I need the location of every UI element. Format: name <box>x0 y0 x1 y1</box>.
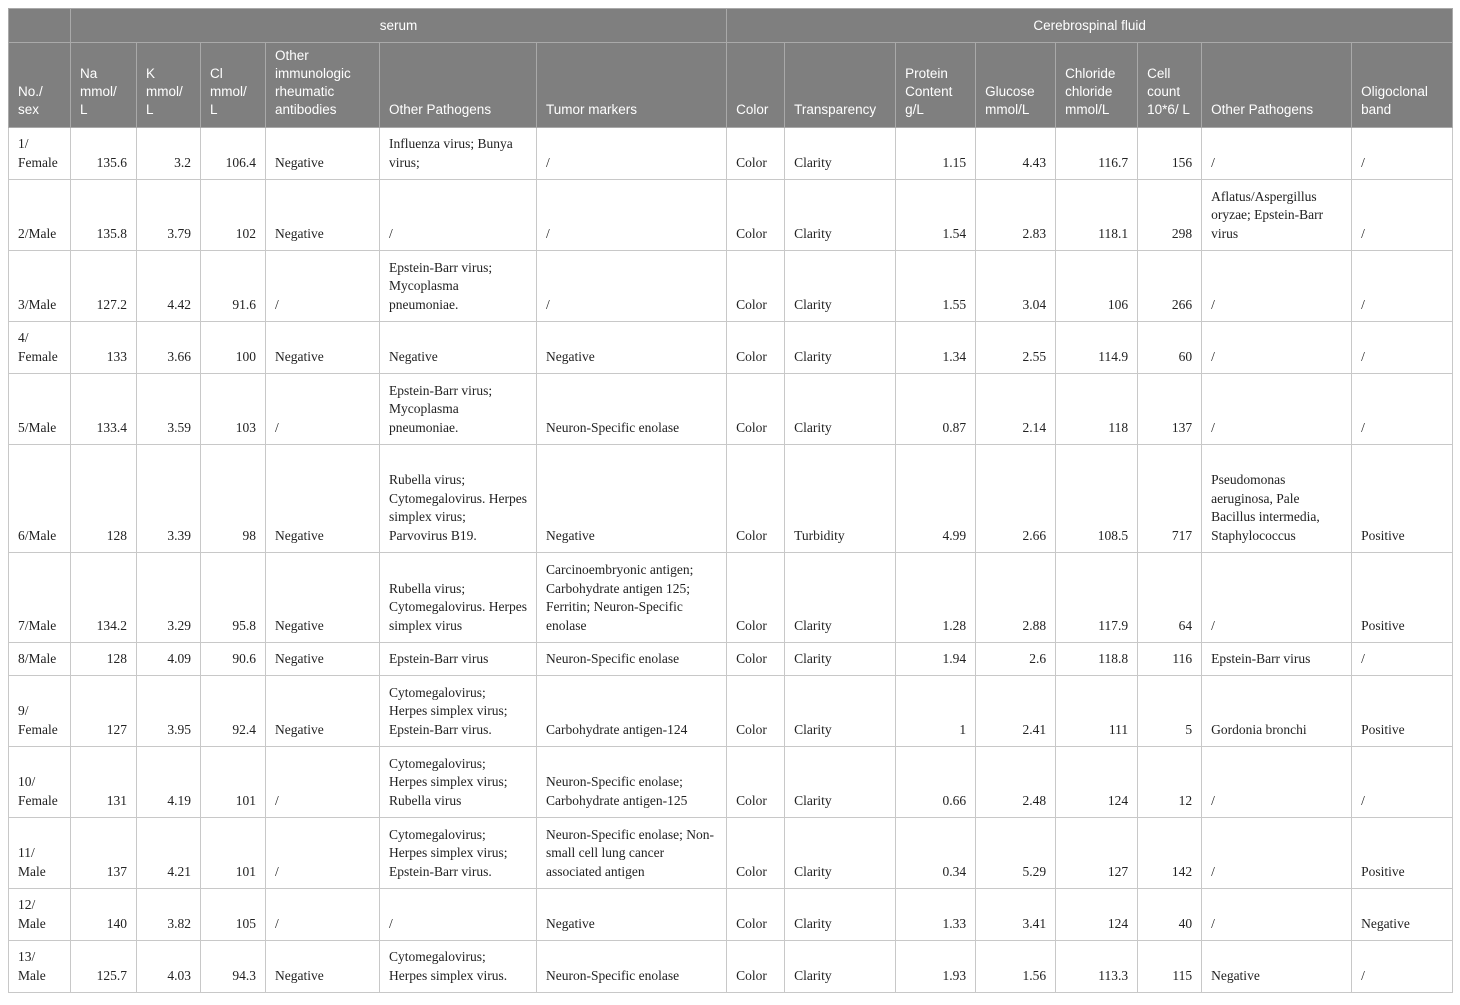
column-header-cell-count: Cell count 10*6/ L <box>1138 43 1202 128</box>
cell-glucose: 2.6 <box>976 643 1056 676</box>
cell-protein: 0.66 <box>896 747 976 818</box>
cell-serum-pathogens: Epstein-Barr virus; Mycoplasma pneumoniae. <box>380 251 537 322</box>
cell-transparency: Clarity <box>785 553 896 643</box>
cell-chloride: 124 <box>1056 747 1138 818</box>
cell-cell-count: 115 <box>1138 941 1202 993</box>
cell-color: Color <box>727 889 785 941</box>
cell-no-sex: 13/ Male <box>9 941 71 993</box>
cell-rheum: Negative <box>266 180 380 251</box>
cell-no-sex: 6/Male <box>9 445 71 553</box>
cell-cl: 98 <box>201 445 266 553</box>
cell-oligoclonal: / <box>1352 643 1453 676</box>
cell-cell-count: 717 <box>1138 445 1202 553</box>
cell-cl: 103 <box>201 374 266 445</box>
table-row <box>9 643 1453 676</box>
cell-glucose: 2.48 <box>976 747 1056 818</box>
cell-protein: 1.94 <box>896 643 976 676</box>
cell-transparency: Clarity <box>785 747 896 818</box>
cell-color: Color <box>727 818 785 889</box>
cell-chloride: 114.9 <box>1056 322 1138 374</box>
column-header-serum-pathogens: Other Pathogens <box>380 43 537 128</box>
cell-serum-pathogens: Rubella virus; Cytomegalovirus. Herpes simplex virus <box>380 553 537 643</box>
cell-transparency: Clarity <box>785 818 896 889</box>
cell-protein: 1.54 <box>896 180 976 251</box>
cell-rheum: Negative <box>266 941 380 993</box>
cell-serum-pathogens: / <box>380 180 537 251</box>
cell-cl: 91.6 <box>201 251 266 322</box>
table-row <box>9 180 1453 251</box>
column-header-tumor: Tumor markers <box>537 43 727 128</box>
table-row <box>9 889 1453 941</box>
cell-transparency: Clarity <box>785 643 896 676</box>
cell-glucose: 2.55 <box>976 322 1056 374</box>
cell-rheum: / <box>266 251 380 322</box>
cell-k: 4.19 <box>137 747 201 818</box>
cell-oligoclonal: / <box>1352 747 1453 818</box>
cell-transparency: Clarity <box>785 251 896 322</box>
cell-rheum: Negative <box>266 322 380 374</box>
cell-na: 135.8 <box>71 180 137 251</box>
cell-rheum: Negative <box>266 676 380 747</box>
cell-tumor: Negative <box>537 889 727 941</box>
cell-cl: 90.6 <box>201 643 266 676</box>
table-row <box>9 445 1453 553</box>
cell-csf-pathogens: / <box>1202 374 1352 445</box>
cell-protein: 1 <box>896 676 976 747</box>
table-row <box>9 128 1453 180</box>
cell-transparency: Clarity <box>785 180 896 251</box>
cell-csf-pathogens: / <box>1202 553 1352 643</box>
cell-protein: 1.15 <box>896 128 976 180</box>
cell-glucose: 5.29 <box>976 818 1056 889</box>
data-table-container <box>8 8 1452 993</box>
cell-chloride: 117.9 <box>1056 553 1138 643</box>
cell-tumor: Neuron-Specific enolase <box>537 643 727 676</box>
cell-cl: 101 <box>201 747 266 818</box>
cell-k: 3.82 <box>137 889 201 941</box>
cell-rheum: Negative <box>266 643 380 676</box>
cell-oligoclonal: Positive <box>1352 553 1453 643</box>
cell-tumor: Carcinoembryonic antigen; Carbohydrate antigen 125; Ferritin; Neuron-Specific enolase <box>537 553 727 643</box>
cell-chloride: 106 <box>1056 251 1138 322</box>
cell-no-sex: 3/Male <box>9 251 71 322</box>
cell-serum-pathogens: / <box>380 889 537 941</box>
cell-transparency: Clarity <box>785 128 896 180</box>
cell-oligoclonal: / <box>1352 941 1453 993</box>
cell-rheum: / <box>266 747 380 818</box>
cell-csf-pathogens: Epstein-Barr virus <box>1202 643 1352 676</box>
cell-no-sex: 8/Male <box>9 643 71 676</box>
cell-glucose: 4.43 <box>976 128 1056 180</box>
cell-no-sex: 12/ Male <box>9 889 71 941</box>
cell-csf-pathogens: / <box>1202 322 1352 374</box>
group-header-serum: serum <box>71 9 727 43</box>
cell-na: 127.2 <box>71 251 137 322</box>
cell-glucose: 1.56 <box>976 941 1056 993</box>
cell-chloride: 113.3 <box>1056 941 1138 993</box>
table-row <box>9 322 1453 374</box>
cell-na: 134.2 <box>71 553 137 643</box>
cell-cell-count: 298 <box>1138 180 1202 251</box>
table-row <box>9 818 1453 889</box>
cell-serum-pathogens: Cytomegalovirus; Herpes simplex virus; Epstein-Barr virus. <box>380 676 537 747</box>
cell-transparency: Clarity <box>785 322 896 374</box>
cell-csf-pathogens: Aflatus/Aspergillus oryzae; Epstein-Barr virus <box>1202 180 1352 251</box>
cell-rheum: / <box>266 374 380 445</box>
cell-chloride: 127 <box>1056 818 1138 889</box>
cell-color: Color <box>727 374 785 445</box>
cell-cell-count: 266 <box>1138 251 1202 322</box>
cell-cell-count: 60 <box>1138 322 1202 374</box>
cell-cl: 102 <box>201 180 266 251</box>
cell-oligoclonal: / <box>1352 374 1453 445</box>
table-row <box>9 941 1453 993</box>
cell-cl: 94.3 <box>201 941 266 993</box>
cell-tumor: Neuron-Specific enolase <box>537 941 727 993</box>
cell-na: 131 <box>71 747 137 818</box>
cell-glucose: 3.41 <box>976 889 1056 941</box>
cell-cell-count: 116 <box>1138 643 1202 676</box>
column-header-transparency: Transparency <box>785 43 896 128</box>
cell-no-sex: 10/ Female <box>9 747 71 818</box>
cell-serum-pathogens: Cytomegalovirus; Herpes simplex virus. <box>380 941 537 993</box>
cell-oligoclonal: Positive <box>1352 445 1453 553</box>
cell-cl: 105 <box>201 889 266 941</box>
column-header-oligoclonal: Oligoclonal band <box>1352 43 1453 128</box>
cell-glucose: 2.41 <box>976 676 1056 747</box>
cell-tumor: / <box>537 251 727 322</box>
cell-cell-count: 142 <box>1138 818 1202 889</box>
cell-protein: 1.28 <box>896 553 976 643</box>
cell-chloride: 118.8 <box>1056 643 1138 676</box>
cell-cell-count: 64 <box>1138 553 1202 643</box>
column-header-k: K mmol/ L <box>137 43 201 128</box>
cell-transparency: Clarity <box>785 941 896 993</box>
cell-serum-pathogens: Epstein-Barr virus; Mycoplasma pneumoniae. <box>380 374 537 445</box>
cell-csf-pathogens: Gordonia bronchi <box>1202 676 1352 747</box>
column-header-rheum: Other immunologic rheumatic antibodies <box>266 43 380 128</box>
column-header-protein: Protein Content g/L <box>896 43 976 128</box>
cell-color: Color <box>727 180 785 251</box>
cell-serum-pathogens: Influenza virus; Bunya virus; <box>380 128 537 180</box>
cell-cl: 92.4 <box>201 676 266 747</box>
cell-transparency: Turbidity <box>785 445 896 553</box>
cell-na: 128 <box>71 445 137 553</box>
cell-k: 3.2 <box>137 128 201 180</box>
cell-cell-count: 40 <box>1138 889 1202 941</box>
cell-rheum: Negative <box>266 445 380 553</box>
cell-glucose: 2.83 <box>976 180 1056 251</box>
cell-color: Color <box>727 322 785 374</box>
cell-color: Color <box>727 643 785 676</box>
cell-k: 3.66 <box>137 322 201 374</box>
cell-na: 125.7 <box>71 941 137 993</box>
table-row <box>9 553 1453 643</box>
cell-tumor: Negative <box>537 322 727 374</box>
cell-cell-count: 5 <box>1138 676 1202 747</box>
cell-na: 133.4 <box>71 374 137 445</box>
cell-transparency: Clarity <box>785 676 896 747</box>
cell-rheum: Negative <box>266 128 380 180</box>
cell-no-sex: 2/Male <box>9 180 71 251</box>
cell-rheum: Negative <box>266 553 380 643</box>
table-row <box>9 676 1453 747</box>
cell-na: 137 <box>71 818 137 889</box>
cell-csf-pathogens: / <box>1202 251 1352 322</box>
column-header-glucose: Glucose mmol/L <box>976 43 1056 128</box>
cell-serum-pathogens: Negative <box>380 322 537 374</box>
cell-oligoclonal: / <box>1352 251 1453 322</box>
cell-glucose: 3.04 <box>976 251 1056 322</box>
cell-protein: 4.99 <box>896 445 976 553</box>
clinical-data-table <box>8 8 1453 993</box>
group-header-blank <box>9 9 71 43</box>
cell-color: Color <box>727 747 785 818</box>
cell-glucose: 2.66 <box>976 445 1056 553</box>
cell-k: 4.21 <box>137 818 201 889</box>
cell-k: 3.79 <box>137 180 201 251</box>
cell-oligoclonal: Positive <box>1352 818 1453 889</box>
cell-tumor: Neuron-Specific enolase; Non-small cell lung cancer associated antigen <box>537 818 727 889</box>
cell-k: 3.59 <box>137 374 201 445</box>
cell-transparency: Clarity <box>785 374 896 445</box>
cell-tumor: / <box>537 128 727 180</box>
cell-color: Color <box>727 128 785 180</box>
cell-tumor: Negative <box>537 445 727 553</box>
cell-tumor: Neuron-Specific enolase; Carbohydrate antigen-125 <box>537 747 727 818</box>
cell-cl: 95.8 <box>201 553 266 643</box>
cell-oligoclonal: / <box>1352 128 1453 180</box>
cell-tumor: / <box>537 180 727 251</box>
cell-chloride: 124 <box>1056 889 1138 941</box>
cell-protein: 1.34 <box>896 322 976 374</box>
cell-cl: 100 <box>201 322 266 374</box>
cell-csf-pathogens: / <box>1202 128 1352 180</box>
cell-tumor: Carbohydrate antigen-124 <box>537 676 727 747</box>
cell-na: 135.6 <box>71 128 137 180</box>
cell-cl: 101 <box>201 818 266 889</box>
cell-glucose: 2.88 <box>976 553 1056 643</box>
column-header-row <box>9 43 1453 128</box>
table-row <box>9 374 1453 445</box>
cell-glucose: 2.14 <box>976 374 1056 445</box>
cell-chloride: 108.5 <box>1056 445 1138 553</box>
cell-cell-count: 137 <box>1138 374 1202 445</box>
cell-protein: 1.55 <box>896 251 976 322</box>
cell-no-sex: 1/ Female <box>9 128 71 180</box>
cell-k: 4.03 <box>137 941 201 993</box>
cell-cell-count: 12 <box>1138 747 1202 818</box>
cell-serum-pathogens: Epstein-Barr virus <box>380 643 537 676</box>
cell-chloride: 118 <box>1056 374 1138 445</box>
cell-oligoclonal: Positive <box>1352 676 1453 747</box>
group-header-row <box>9 9 1453 43</box>
cell-csf-pathogens: Negative <box>1202 941 1352 993</box>
cell-k: 4.42 <box>137 251 201 322</box>
cell-csf-pathogens: Pseudomonas aeruginosa, Pale Bacillus intermedia, Staphylococcus <box>1202 445 1352 553</box>
cell-no-sex: 9/ Female <box>9 676 71 747</box>
cell-color: Color <box>727 676 785 747</box>
group-header-csf: Cerebrospinal fluid <box>727 9 1453 43</box>
cell-na: 140 <box>71 889 137 941</box>
cell-k: 3.95 <box>137 676 201 747</box>
column-header-cl: Cl mmol/ L <box>201 43 266 128</box>
cell-k: 4.09 <box>137 643 201 676</box>
cell-na: 133 <box>71 322 137 374</box>
cell-no-sex: 11/ Male <box>9 818 71 889</box>
cell-rheum: / <box>266 818 380 889</box>
cell-cl: 106.4 <box>201 128 266 180</box>
table-row <box>9 747 1453 818</box>
column-header-no-sex: No./ sex <box>9 43 71 128</box>
cell-rheum: / <box>266 889 380 941</box>
cell-no-sex: 7/Male <box>9 553 71 643</box>
cell-oligoclonal: Negative <box>1352 889 1453 941</box>
cell-serum-pathogens: Cytomegalovirus; Herpes simplex virus; Rubella virus <box>380 747 537 818</box>
cell-serum-pathogens: Cytomegalovirus; Herpes simplex virus; Epstein-Barr virus. <box>380 818 537 889</box>
cell-csf-pathogens: / <box>1202 889 1352 941</box>
cell-na: 128 <box>71 643 137 676</box>
cell-chloride: 111 <box>1056 676 1138 747</box>
cell-protein: 0.34 <box>896 818 976 889</box>
cell-color: Color <box>727 553 785 643</box>
cell-tumor: Neuron-Specific enolase <box>537 374 727 445</box>
column-header-csf-pathogens: Other Pathogens <box>1202 43 1352 128</box>
cell-no-sex: 5/Male <box>9 374 71 445</box>
cell-oligoclonal: / <box>1352 322 1453 374</box>
cell-no-sex: 4/ Female <box>9 322 71 374</box>
cell-cell-count: 156 <box>1138 128 1202 180</box>
column-header-color: Color <box>727 43 785 128</box>
cell-k: 3.39 <box>137 445 201 553</box>
table-body <box>9 128 1453 993</box>
cell-chloride: 118.1 <box>1056 180 1138 251</box>
cell-protein: 0.87 <box>896 374 976 445</box>
cell-na: 127 <box>71 676 137 747</box>
column-header-chloride: Chloride chloride mmol/L <box>1056 43 1138 128</box>
cell-color: Color <box>727 941 785 993</box>
table-row <box>9 251 1453 322</box>
cell-csf-pathogens: / <box>1202 747 1352 818</box>
cell-csf-pathogens: / <box>1202 818 1352 889</box>
column-header-na: Na mmol/ L <box>71 43 137 128</box>
cell-protein: 1.93 <box>896 941 976 993</box>
cell-serum-pathogens: Rubella virus; Cytomegalovirus. Herpes simplex virus; Parvovirus B19. <box>380 445 537 553</box>
cell-color: Color <box>727 445 785 553</box>
cell-protein: 1.33 <box>896 889 976 941</box>
cell-transparency: Clarity <box>785 889 896 941</box>
cell-oligoclonal: / <box>1352 180 1453 251</box>
cell-color: Color <box>727 251 785 322</box>
cell-chloride: 116.7 <box>1056 128 1138 180</box>
cell-k: 3.29 <box>137 553 201 643</box>
